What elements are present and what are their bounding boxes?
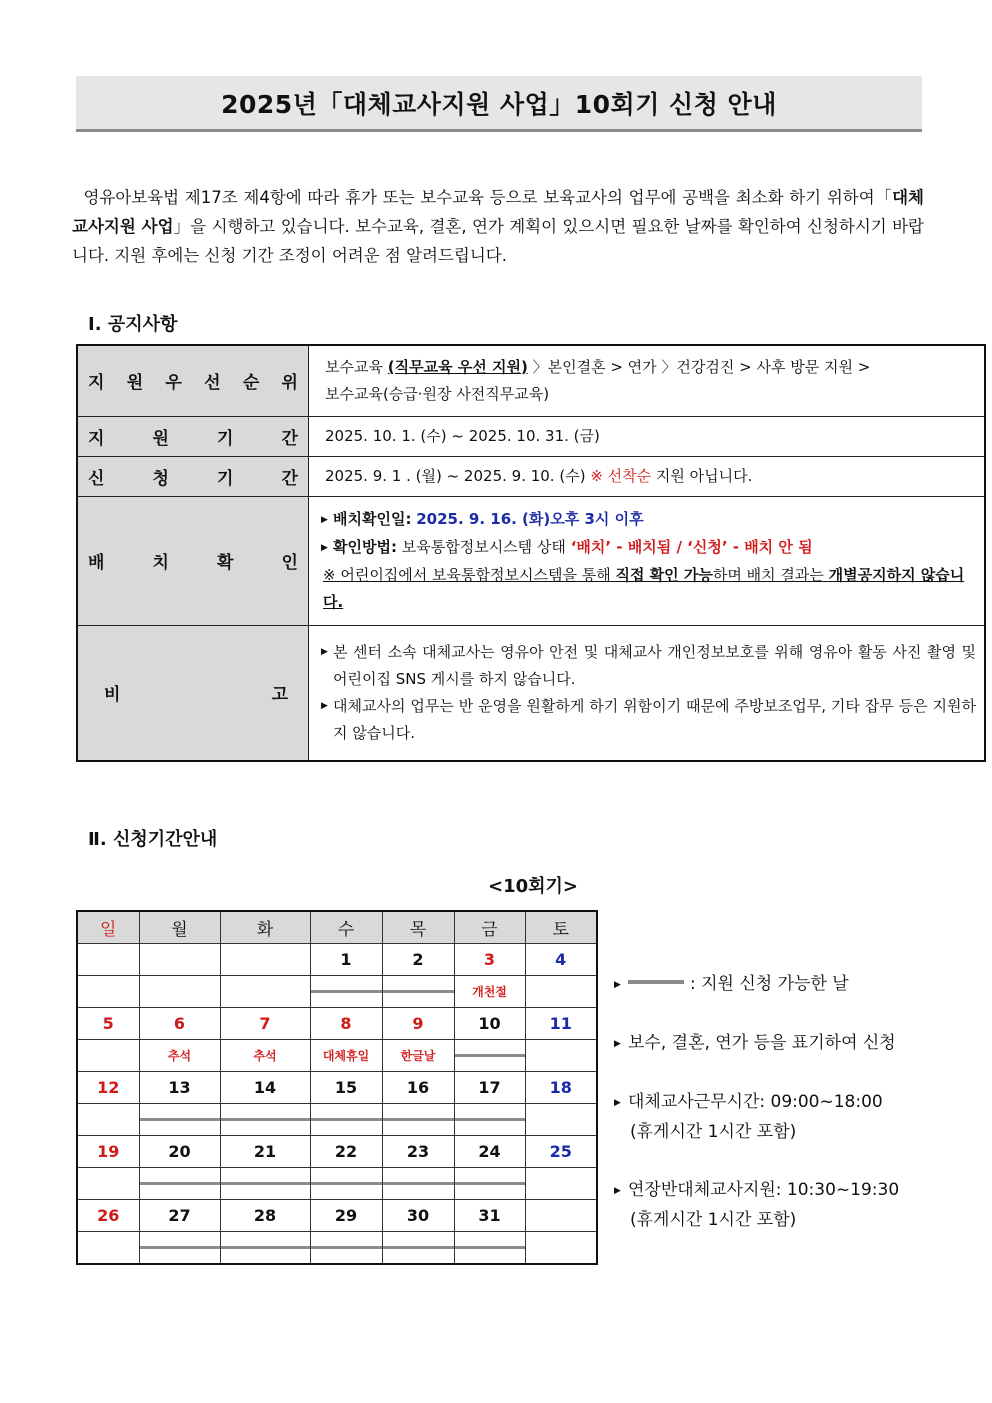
calendar-note-cell — [77, 1168, 139, 1200]
confirm-method-label: 확인방법: — [333, 537, 397, 556]
calendar-note-cell — [77, 976, 139, 1008]
legend-mark-text: 보수, 결혼, 연가 등을 표기하여 신청 — [628, 1033, 896, 1053]
weekday-header: 토 — [525, 911, 597, 944]
calendar-day[interactable]: 7 — [220, 1008, 310, 1040]
remarks-label: 비 고 — [77, 625, 309, 761]
available-day-line — [140, 1118, 220, 1121]
available-day-line — [383, 1182, 454, 1185]
bullet-icon: ▶ — [321, 646, 328, 657]
calendar-week-row — [77, 1072, 597, 1104]
priority-v2: (직무교육 우선 지원) — [387, 357, 528, 376]
available-day-line — [221, 1118, 310, 1121]
confirm-note-b: 직접 확인 가능 — [615, 565, 713, 584]
legend-hours-2 — [614, 1176, 899, 1235]
calendar-note-cell — [310, 1168, 382, 1200]
calendar-note-cell — [454, 1232, 525, 1265]
calendar-note-cell — [454, 1040, 525, 1072]
confirm-date-label: 배치확인일: — [333, 509, 412, 528]
bullet-icon: ▶ — [321, 514, 328, 525]
apply-note: 지원 아닙니다. — [655, 466, 753, 485]
confirm-note-c: 하며 배치 결과는 — [712, 565, 824, 584]
available-day-line — [455, 1182, 525, 1185]
apply-note-red: ※ 선착순 — [590, 466, 652, 485]
available-day-line — [221, 1246, 310, 1249]
calendar-day[interactable]: 15 — [310, 1072, 382, 1104]
calendar-week-row — [77, 1200, 597, 1232]
calendar-note-cell — [77, 1040, 139, 1072]
intro-text-2: 」을 시행하고 있습니다. 보수교육, 결혼, 연가 계획이 있으시면 필요한 날짜를 확인하여 신청하시기 바랍니다. 지원 후에는 신청 기간 조정이 어려운 점 알려드립니다. — [72, 217, 924, 265]
calendar-day[interactable]: 3 — [454, 944, 525, 976]
priority-v4: 보수교육(승급·원장 사전직무교육) — [325, 384, 550, 403]
weekday-header: 수 — [310, 911, 382, 944]
bullet-icon: ▶ — [614, 980, 621, 990]
calendar-note-cell — [310, 1104, 382, 1136]
calendar-day[interactable]: 4 — [525, 944, 597, 976]
available-day-line — [455, 1118, 525, 1121]
calendar-day — [525, 1200, 597, 1232]
calendar-day[interactable]: 1 — [310, 944, 382, 976]
weekday-header: 일 — [77, 911, 139, 944]
calendar-day — [220, 944, 310, 976]
legend-available — [614, 970, 849, 1000]
calendar-day[interactable]: 14 — [220, 1072, 310, 1104]
weekday-header: 목 — [382, 911, 454, 944]
calendar-note-cell — [220, 1104, 310, 1136]
calendar-note-cell — [220, 1168, 310, 1200]
holiday-label: 개천절 — [454, 976, 525, 1008]
calendar-day[interactable]: 26 — [77, 1200, 139, 1232]
available-day-line — [383, 1118, 454, 1121]
confirm-date-value: 2025. 9. 16. (화)오후 3시 이후 — [416, 509, 644, 528]
row-remarks — [77, 625, 985, 761]
confirm-value — [309, 496, 986, 625]
available-day-line — [383, 1246, 454, 1249]
bullet-icon: ▶ — [614, 1186, 621, 1196]
available-day-line — [455, 1246, 525, 1249]
row-period — [77, 416, 985, 456]
calendar-note-row — [77, 1040, 597, 1072]
legend-hours-1 — [614, 1088, 883, 1147]
weekday-header: 월 — [139, 911, 220, 944]
title-bar — [76, 76, 922, 132]
calendar-note-row — [77, 1168, 597, 1200]
confirm-method-status: ‘배치’ - 배치됨 / ‘신청’ - 배치 안 됨 — [570, 537, 813, 556]
calendar-day — [77, 944, 139, 976]
calendar-day[interactable]: 17 — [454, 1072, 525, 1104]
calendar-day[interactable]: 29 — [310, 1200, 382, 1232]
calendar-day[interactable]: 10 — [454, 1008, 525, 1040]
available-day-line — [311, 1246, 382, 1249]
section1-heading: Ⅰ. 공지사항 — [88, 314, 178, 335]
calendar-note-cell — [525, 976, 597, 1008]
holiday-label: 한글날 — [382, 1040, 454, 1072]
calendar-note-cell — [454, 1168, 525, 1200]
calendar-week-row — [77, 944, 597, 976]
legend-hours2-note: (휴게시간 1시간 포함) — [630, 1210, 797, 1230]
legend-hours2: 연장반대체교사지원: 10:30~19:30 — [628, 1180, 900, 1200]
calendar-note-row — [77, 976, 597, 1008]
apply-value — [309, 456, 986, 496]
calendar-note-cell — [382, 1104, 454, 1136]
confirm-note — [321, 562, 976, 616]
intro-paragraph — [72, 183, 924, 270]
available-day-line — [140, 1246, 220, 1249]
calendar-note-cell — [139, 1232, 220, 1265]
calendar-note-cell — [525, 1104, 597, 1136]
remark-2: 대체교사의 업무는 반 운영을 원활하게 하기 위함이기 때문에 주방보조업무, 기타 잡무 등은 지원하지 않습니다. — [333, 696, 976, 742]
legend-mark — [614, 1029, 896, 1059]
row-priority — [77, 345, 985, 416]
holiday-label: 추석 — [220, 1040, 310, 1072]
weekday-header: 금 — [454, 911, 525, 944]
intro-program-name: 대체교사지원 사업 — [72, 188, 924, 236]
confirm-method-text: 보육통합정보시스템 상태 — [401, 537, 566, 556]
calendar-day[interactable]: 21 — [220, 1136, 310, 1168]
calendar-day — [139, 944, 220, 976]
calendar-day[interactable]: 2 — [382, 944, 454, 976]
label-spread: 지 원 우 선 순 위 — [88, 373, 298, 394]
priority-v1: 보수교육 — [325, 357, 383, 376]
apply-dates: 2025. 9. 1 . (월) ~ 2025. 9. 10. (수) — [325, 466, 586, 485]
page-title: 2025년「대체교사지원 사업」10회기 신청 안내 — [221, 89, 777, 119]
calendar-day[interactable]: 28 — [220, 1200, 310, 1232]
available-day-line — [383, 990, 454, 993]
calendar-day[interactable]: 25 — [525, 1136, 597, 1168]
calendar-day[interactable]: 12 — [77, 1072, 139, 1104]
priority-value — [309, 345, 986, 416]
calendar-day[interactable]: 27 — [139, 1200, 220, 1232]
calendar-day[interactable]: 30 — [382, 1200, 454, 1232]
legend-line-text: : 지원 신청 가능한 날 — [690, 974, 849, 994]
calendar-day[interactable]: 9 — [382, 1008, 454, 1040]
row-apply — [77, 456, 985, 496]
calendar-day[interactable]: 11 — [525, 1008, 597, 1040]
confirm-note-a: ※ 어린이집에서 보육통합정보시스템을 통해 — [323, 565, 611, 584]
available-day-line — [221, 1182, 310, 1185]
intro-text-1: 영유아보육법 제17조 제4항에 따라 휴가 또는 보수교육 등으로 보육교사의 업무에 공백을 최소화 하기 위하여「 — [83, 188, 893, 207]
bullet-icon: ▶ — [614, 1039, 621, 1049]
available-day-line — [311, 1118, 382, 1121]
confirm-label: 배 치 확 인 — [77, 496, 309, 625]
holiday-label: 추석 — [139, 1040, 220, 1072]
weekday-header: 화 — [220, 911, 310, 944]
available-day-line — [311, 1182, 382, 1185]
calendar-note-cell — [310, 1232, 382, 1265]
calendar-note-cell — [382, 1168, 454, 1200]
legend-hours1: 대체교사근무시간: 09:00~18:00 — [628, 1092, 883, 1112]
calendar-note-cell — [139, 1168, 220, 1200]
calendar-note-cell — [220, 1232, 310, 1265]
calendar-day[interactable]: 13 — [139, 1072, 220, 1104]
calendar-day[interactable]: 16 — [382, 1072, 454, 1104]
period-value: 2025. 10. 1. (수) ~ 2025. 10. 31. (금) — [309, 416, 986, 456]
calendar-title: <10회기> — [488, 876, 578, 897]
row-confirm — [77, 496, 985, 625]
calendar-note-cell — [382, 976, 454, 1008]
calendar-day[interactable]: 6 — [139, 1008, 220, 1040]
calendar-day[interactable]: 24 — [454, 1136, 525, 1168]
calendar-note-cell — [382, 1232, 454, 1265]
calendar — [76, 910, 598, 1265]
available-day-line — [455, 1054, 525, 1057]
calendar-note-cell — [454, 1104, 525, 1136]
calendar-note-cell — [525, 1168, 597, 1200]
remark-1: 본 센터 소속 대체교사는 영유아 안전 및 대체교사 개인정보보호를 위해 영유아 활동 사진 촬영 및 어린이집 SNS 게시를 하지 않습니다. — [333, 642, 976, 688]
priority-label — [77, 345, 309, 416]
calendar-note-cell — [139, 1104, 220, 1136]
section2-heading: Ⅱ. 신청기간안내 — [88, 829, 218, 850]
calendar-day[interactable]: 18 — [525, 1072, 597, 1104]
calendar-note-cell — [77, 1104, 139, 1136]
calendar-note-cell — [525, 1040, 597, 1072]
calendar-note-cell — [310, 976, 382, 1008]
calendar-note-cell — [77, 1232, 139, 1265]
calendar-day[interactable]: 5 — [77, 1008, 139, 1040]
calendar-note-cell — [220, 976, 310, 1008]
legend-hours1-note: (휴게시간 1시간 포함) — [630, 1122, 797, 1142]
calendar-day[interactable]: 22 — [310, 1136, 382, 1168]
calendar-header — [77, 911, 597, 944]
calendar-note-cell — [139, 976, 220, 1008]
calendar-day[interactable]: 8 — [310, 1008, 382, 1040]
calendar-week-row — [77, 1008, 597, 1040]
calendar-day[interactable]: 19 — [77, 1136, 139, 1168]
calendar-note-row — [77, 1232, 597, 1265]
period-label: 지 원 기 간 — [77, 416, 309, 456]
calendar-day[interactable]: 31 — [454, 1200, 525, 1232]
available-day-line — [140, 1182, 220, 1185]
calendar-note-row — [77, 1104, 597, 1136]
notice-table — [76, 344, 986, 762]
confirm-note-d: 개별공지하지 않습니다. — [323, 565, 965, 611]
calendar-day[interactable]: 23 — [382, 1136, 454, 1168]
available-day-line — [311, 990, 382, 993]
bullet-icon: ▶ — [321, 542, 328, 553]
priority-v3: 〉본인결혼 > 연가 〉건강검진 > 사후 방문 지원 > — [532, 357, 871, 376]
apply-label: 신 청 기 간 — [77, 456, 309, 496]
available-line-icon — [628, 980, 684, 984]
bullet-icon: ▶ — [321, 700, 328, 711]
holiday-label: 대체휴일 — [310, 1040, 382, 1072]
calendar-day[interactable]: 20 — [139, 1136, 220, 1168]
calendar-week-row — [77, 1136, 597, 1168]
remarks-value — [309, 625, 986, 761]
bullet-icon: ▶ — [614, 1098, 621, 1108]
calendar-note-cell — [525, 1232, 597, 1265]
